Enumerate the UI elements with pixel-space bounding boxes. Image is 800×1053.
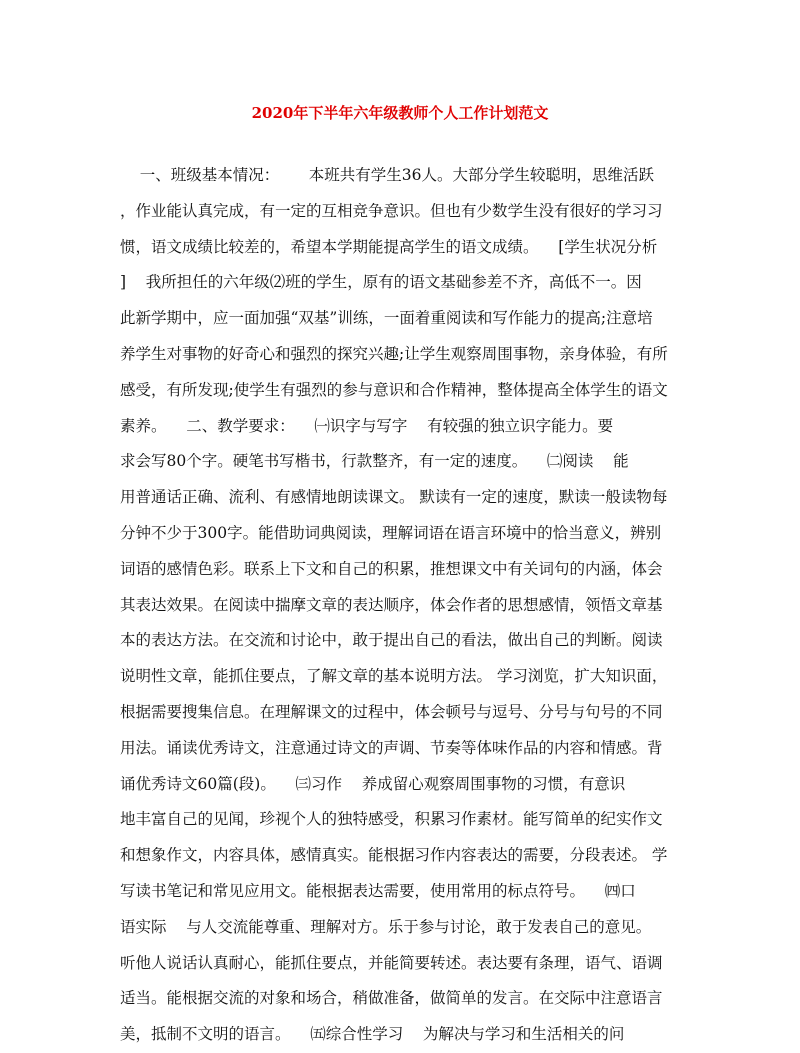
- body-line: 根据需要搜集信息。在理解课文的过程中，体会顿号与逗号、分号与句号的不同: [120, 702, 663, 721]
- body-line: 说明性文章，能抓住要点，了解文章的基本说明方法。 学习浏览，扩大知识面，: [120, 667, 668, 686]
- body-line: 求会写80个字。硬笔书写楷书，行款整齐，有一定的速度。 ㈡阅读 能: [120, 452, 629, 471]
- body-line: 美，抵制不文明的语言。 ㈤综合性学习 为解决与学习和生活相关的问: [120, 1025, 625, 1044]
- body-line: 感受，有所发现;使学生有强烈的参与意识和合作精神，整体提高全体学生的语文: [120, 380, 668, 399]
- body-line: 用普通话正确、流利、有感情地朗读课文。 默读有一定的速度，默读一般读物每: [120, 488, 668, 507]
- body-line: ] 我所担任的六年级⑵班的学生，原有的语文基础参差不齐，高低不一。因: [120, 273, 642, 292]
- body-line: 地丰富自己的见闻，珍视个人的独特感受，积累习作素材。能写简单的纪实作文: [120, 810, 663, 829]
- document-title: 2020年下半年六年级教师个人工作计划范文: [251, 104, 549, 122]
- body-line: 语实际 与人交流能尊重、理解对方。乐于参与讨论，敢于发表自己的意见。: [120, 917, 652, 936]
- body-line: ，作业能认真完成，有一定的互相竞争意识。但也有少数学生没有很好的学习习: [120, 201, 663, 220]
- body-line: 诵优秀诗文60篇(段)。 ㈢习作 养成留心观察周围事物的习惯，有意识: [120, 774, 626, 793]
- body-line: 此新学期中，应一面加强“双基”训练，一面着重阅读和写作能力的提高;注意培: [120, 309, 653, 328]
- body-line: 素养。 二、教学要求： ㈠识字与写字 有较强的独立识字能力。要: [120, 416, 614, 435]
- body-line: 一、班级基本情况： 本班共有学生36人。大部分学生较聪明，思维活跃: [120, 166, 654, 184]
- body-line: 适当。能根据交流的对象和场合，稍做准备，做简单的发言。在交际中注意语言: [120, 989, 663, 1008]
- body-line: 本的表达方法。在交流和讨论中，敢于提出自己的看法，做出自己的判断。阅读: [120, 631, 663, 650]
- body-line: 词语的感情色彩。联系上下文和自己的积累，推想课文中有关词句的内涵，体会: [120, 559, 663, 578]
- body-line: 分钟不少于300字。能借助词典阅读，理解词语在语言环境中的恰当意义，辨别: [120, 523, 662, 542]
- body-line: 其表达效果。在阅读中揣摩文章的表达顺序，体会作者的思想感情，领悟文章基: [120, 595, 663, 614]
- body-line: 听他人说话认真耐心，能抓住要点，并能简要转述。表达要有条理，语气、语调: [120, 953, 663, 972]
- body-line: 和想象作文，内容具体，感情真实。能根据习作内容表达的需要，分段表述。 学: [120, 846, 668, 865]
- document-body: [120, 158, 680, 1053]
- body-line: 养学生对事物的好奇心和强烈的探究兴趣;让学生观察周围事物，亲身体验，有所: [120, 344, 668, 363]
- body-line: 写读书笔记和常见应用文。能根据表达需要，使用常用的标点符号。 ㈣口: [120, 881, 636, 900]
- body-line: 惯，语文成绩比较差的，希望本学期能提高学生的语文成绩。 [学生状况分析: [120, 237, 658, 256]
- body-line: 用法。诵读优秀诗文，注意通过诗文的声调、节奏等体味作品的内容和情感。背: [120, 738, 663, 757]
